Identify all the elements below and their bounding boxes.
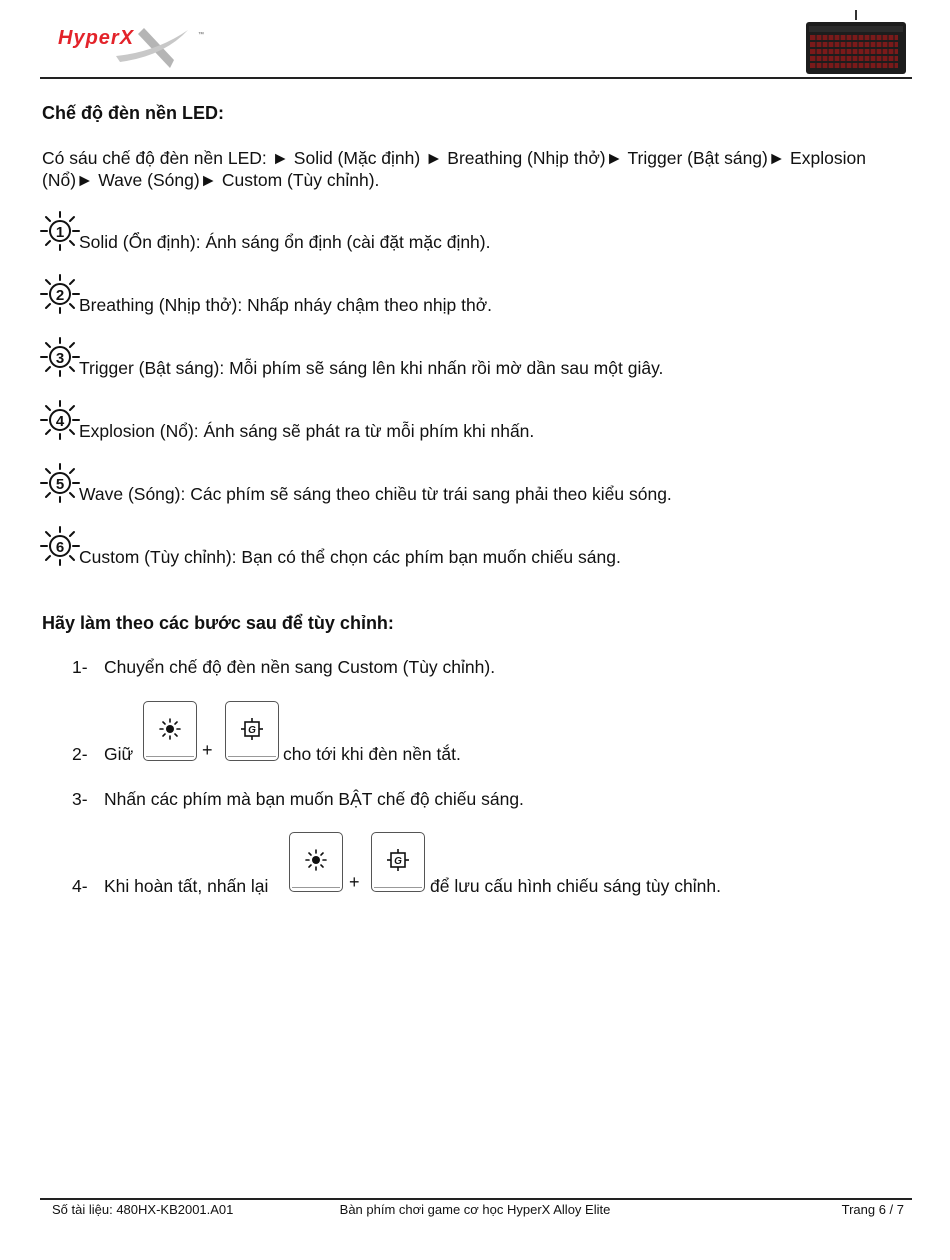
step-text: Nhấn các phím mà bạn muốn BẬT chế độ chiếu sáng. [104, 789, 524, 809]
keyboard-photo [804, 8, 908, 76]
svg-text:HyperX: HyperX [58, 27, 135, 49]
step-number: 3- [72, 789, 88, 809]
numbered-sun-icon [40, 211, 80, 251]
step-text-after: để lưu cấu hình chiếu sáng tùy chỉnh. [430, 876, 721, 896]
game-mode-key [225, 701, 279, 761]
mode-item-wave [40, 463, 900, 507]
mode-description: Solid (Ổn định): Ánh sáng ổn định (cài đặt mặc định). [79, 232, 491, 252]
mode-description: Trigger (Bật sáng): Mỗi phím sẽ sáng lên khi nhấn rồi mờ dần sau một giây. [79, 358, 664, 378]
svg-text:2: 2 [55, 287, 65, 304]
header-divider [40, 77, 912, 79]
numbered-sun-icon [40, 463, 80, 503]
step-text-before: Giữ [104, 744, 134, 764]
numbered-sun-icon [40, 337, 80, 377]
mode-description: Breathing (Nhịp thở): Nhấp nháy chậm theo nhịp thở. [79, 295, 493, 315]
mode-item-breathing [40, 274, 900, 318]
section-title-led: Chế độ đèn nền LED: [42, 103, 224, 123]
step-text: Chuyển chế độ đèn nền sang Custom (Tùy chỉnh). [104, 657, 496, 677]
plus-sign: + [202, 740, 213, 760]
step-number: 2- [72, 744, 88, 764]
footer-doc-number: Số tài liệu: 480HX-KB2001.A01 [52, 1202, 234, 1217]
hyperx-logo [56, 22, 206, 72]
mode-description: Explosion (Nổ): Ánh sáng sẽ phát ra từ mỗi phím khi nhấn. [79, 421, 535, 441]
svg-text:G: G [394, 856, 402, 867]
mode-item-explosion [40, 400, 900, 444]
svg-text:1: 1 [55, 224, 65, 241]
svg-text:G: G [248, 725, 256, 736]
numbered-sun-icon [40, 400, 80, 440]
intro-paragraph: Có sáu chế độ đèn nền LED: ► Solid (Mặc định) ► Breathing (Nhịp thở)► Trigger (Bật sáng)► Explosion (Nổ)► Wave (Sóng)► Custom (Tùy chỉnh). [42, 148, 866, 190]
svg-text:6: 6 [55, 539, 65, 556]
mode-item-solid [40, 211, 900, 255]
mode-item-custom [40, 526, 900, 570]
numbered-sun-icon [40, 526, 80, 566]
mode-description: Wave (Sóng): Các phím sẽ sáng theo chiều từ trái sang phải theo kiểu sóng. [79, 484, 672, 504]
step-text-before: Khi hoàn tất, nhấn lại [104, 876, 269, 896]
brightness-key [143, 701, 197, 761]
svg-text:5: 5 [55, 476, 65, 493]
step-number: 1- [72, 657, 88, 677]
footer-divider [40, 1198, 912, 1200]
brightness-icon [159, 718, 181, 740]
step-number: 4- [72, 876, 88, 896]
page-header [0, 0, 950, 82]
game-mode-key [371, 832, 425, 892]
numbered-sun-icon [40, 274, 80, 314]
mode-description: Custom (Tùy chỉnh): Bạn có thể chọn các phím bạn muốn chiếu sáng. [79, 547, 621, 567]
plus-sign: + [349, 872, 360, 892]
footer-product-name: Bàn phím chơi game cơ học HyperX Alloy Elite [339, 1202, 611, 1217]
brightness-icon [305, 849, 327, 871]
svg-text:4: 4 [55, 413, 65, 430]
svg-text:3: 3 [55, 350, 65, 367]
game-mode-icon [387, 849, 409, 871]
section-title-steps: Hãy làm theo các bước sau để tùy chỉnh: [42, 613, 394, 633]
footer-page-number: Trang 6 / 7 [841, 1202, 904, 1217]
mode-item-trigger [40, 337, 900, 381]
brightness-key [289, 832, 343, 892]
game-mode-icon [241, 718, 263, 740]
svg-text:™: ™ [198, 32, 204, 38]
step-text-after: cho tới khi đèn nền tắt. [283, 744, 461, 764]
